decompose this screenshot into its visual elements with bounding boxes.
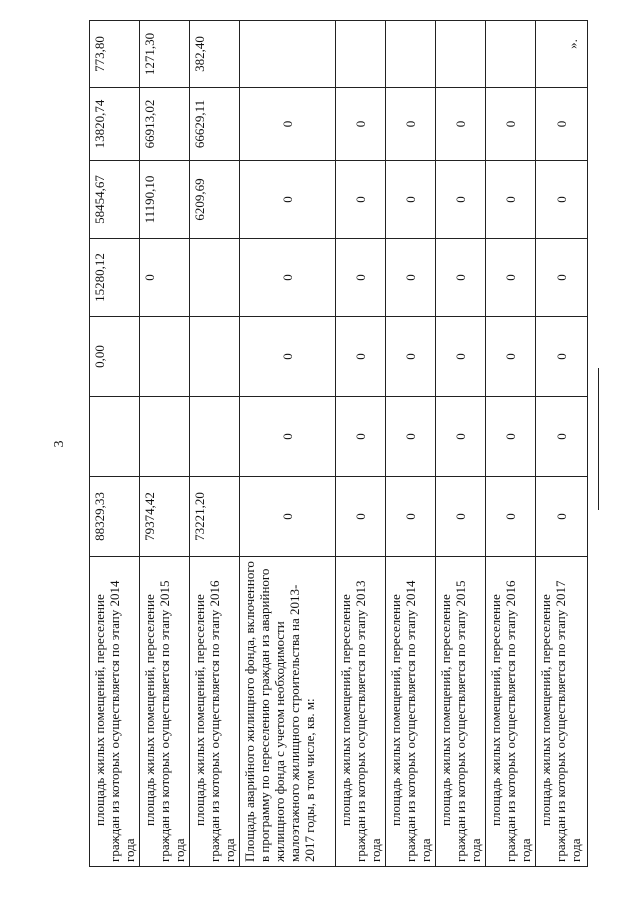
table-row [336, 21, 386, 867]
table-row [140, 21, 190, 867]
value-cell: 73221,20 [190, 477, 240, 557]
value-cell [190, 317, 240, 397]
table-row [486, 21, 536, 867]
value-cell: 0 [486, 317, 536, 397]
value-cell: 0 [386, 477, 436, 557]
value-cell [536, 21, 588, 88]
row-label-text: Площадь аварийного жилищного фонда, включенного в программу по переселению граждан из аварийного жилищного фонда с учетом необходимости малоэтажного жилищного строительства на 2013-2017 годы, в том числе, кв. м: [242, 561, 317, 862]
area-table [89, 20, 588, 867]
row-label [536, 557, 588, 867]
row-label-text: площадь жилых помещений, переселение граждан из которых осуществляется по этапу 2013 года [338, 580, 383, 862]
table-body [90, 21, 588, 867]
value-cell: 0 [386, 88, 436, 161]
value-cell: 0 [386, 239, 436, 317]
row-label [436, 557, 486, 867]
row-label [486, 557, 536, 867]
row-label-text: площадь жилых помещений, переселение граждан из которых осуществляется по этапу 2015 года [438, 580, 483, 862]
value-cell: 0 [336, 317, 386, 397]
value-cell: 0 [436, 317, 486, 397]
row-label [336, 557, 386, 867]
row-label [140, 557, 190, 867]
value-cell: 0 [386, 317, 436, 397]
row-label [90, 557, 140, 867]
value-cell [140, 317, 190, 397]
rotated-table-container [89, 21, 581, 867]
value-cell: 0 [536, 397, 588, 477]
signature-line [598, 368, 599, 510]
row-label-text: площадь жилых помещений, переселение граждан из которых осуществляется по этапу 2014 года [388, 580, 433, 862]
value-cell: 0 [486, 161, 536, 239]
value-cell: 66913,02 [140, 88, 190, 161]
value-cell: 0 [336, 239, 386, 317]
value-cell [240, 21, 336, 88]
table-row [536, 21, 588, 867]
value-cell: 6209,69 [190, 161, 240, 239]
value-cell: 0 [536, 477, 588, 557]
value-cell [190, 239, 240, 317]
value-cell: 0,00 [90, 317, 140, 397]
value-cell: 66629,11 [190, 88, 240, 161]
value-cell: 0 [486, 88, 536, 161]
table-row [240, 21, 336, 867]
value-cell: 0 [436, 397, 486, 477]
value-cell: 0 [436, 239, 486, 317]
value-cell: 0 [140, 239, 190, 317]
value-cell: 0 [336, 477, 386, 557]
value-cell: 88329,33 [90, 477, 140, 557]
value-cell [336, 21, 386, 88]
value-cell: 0 [436, 161, 486, 239]
value-cell: 0 [386, 397, 436, 477]
value-cell: 11190,10 [140, 161, 190, 239]
value-cell: 0 [336, 397, 386, 477]
value-cell: 0 [336, 161, 386, 239]
row-label [240, 557, 336, 867]
value-cell: 15280,12 [90, 239, 140, 317]
row-label-text: площадь жилых помещений, переселение граждан из которых осуществляется по этапу 2016 года [192, 580, 237, 862]
row-label-text: площадь жилых помещений, переселение граждан из которых осуществляется по этапу 2014 года [92, 580, 137, 862]
value-cell: 0 [436, 88, 486, 161]
value-cell [190, 397, 240, 477]
value-cell: 0 [336, 88, 386, 161]
value-cell [140, 397, 190, 477]
value-cell: 0 [240, 161, 336, 239]
value-cell [386, 21, 436, 88]
table-row [386, 21, 436, 867]
value-cell: 58454,67 [90, 161, 140, 239]
value-cell: 382,40 [190, 21, 240, 88]
value-cell: 0 [486, 397, 536, 477]
value-cell [486, 21, 536, 88]
row-label-text: площадь жилых помещений, переселение граждан из которых осуществляется по этапу 2015 года [142, 580, 187, 862]
value-cell: 0 [486, 477, 536, 557]
row-label-text: площадь жилых помещений, переселение граждан из которых осуществляется по этапу 2017 года [538, 580, 583, 862]
value-cell: 0 [486, 239, 536, 317]
value-cell: 79374,42 [140, 477, 190, 557]
value-cell: 0 [536, 88, 588, 161]
value-cell: 0 [240, 397, 336, 477]
table-row [436, 21, 486, 867]
row-label [190, 557, 240, 867]
value-cell: 0 [536, 239, 588, 317]
table-row [90, 21, 140, 867]
value-cell: 0 [240, 477, 336, 557]
value-cell: 13820,74 [90, 88, 140, 161]
table-row [190, 21, 240, 867]
value-cell: 0 [240, 317, 336, 397]
value-cell [90, 397, 140, 477]
value-cell [436, 21, 486, 88]
closing-quote: ». [564, 39, 580, 49]
value-cell: 773,80 [90, 21, 140, 88]
value-cell: 0 [536, 317, 588, 397]
value-cell: 0 [386, 161, 436, 239]
page-number: 3 [52, 440, 67, 448]
value-cell: 0 [240, 88, 336, 161]
value-cell: 0 [240, 239, 336, 317]
value-cell: 0 [436, 477, 486, 557]
value-cell: 1271,30 [140, 21, 190, 88]
row-label [386, 557, 436, 867]
row-label-text: площадь жилых помещений, переселение граждан из которых осуществляется по этапу 2016 года [488, 580, 533, 862]
value-cell: 0 [536, 161, 588, 239]
